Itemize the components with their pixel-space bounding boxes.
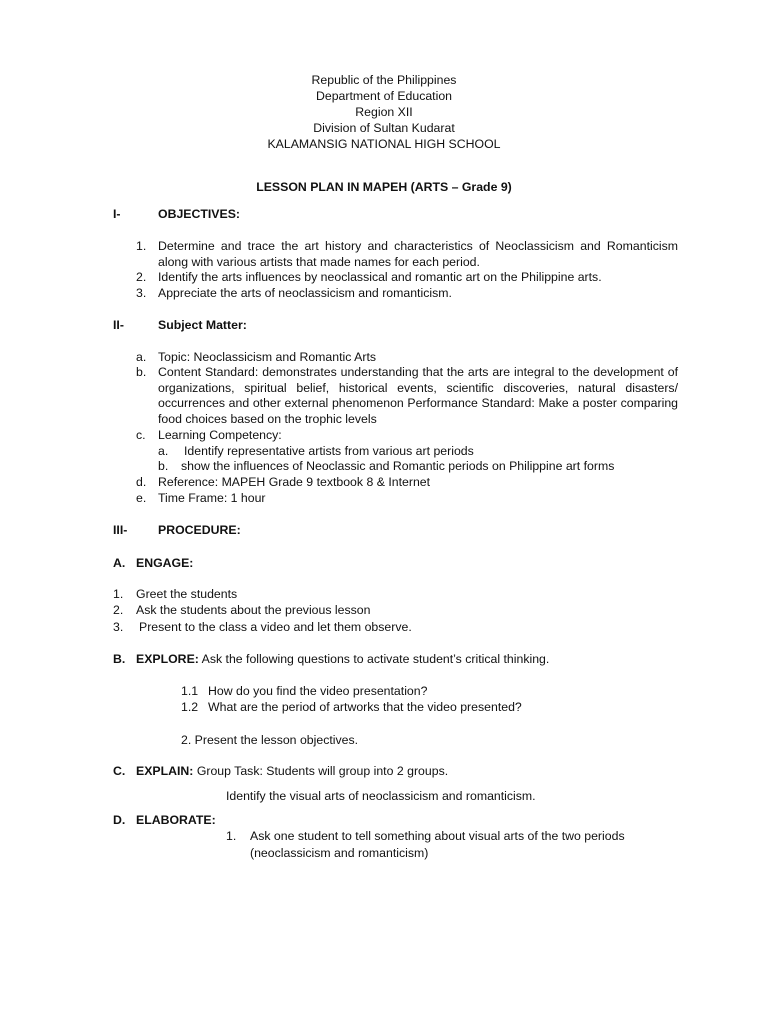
objective-text: Determine and trace the art history and characteristics of Neoclassicism and Romanticism along with various artists that made names for each period. (158, 239, 678, 269)
document-header (0, 72, 768, 152)
explore-text: Ask the following questions to activate student’s critical thinking. (201, 652, 550, 666)
subject-learning-competency: Learning Competency: (158, 428, 282, 442)
subject-letter: e. (136, 491, 147, 505)
engage-item: Greet the students (136, 587, 238, 601)
engage-item: Present to the class a video and let them observe. (139, 620, 412, 634)
explain-text: Group Task: Students will group into 2 groups. (196, 764, 449, 778)
objectives-heading: OBJECTIVES: (158, 207, 240, 221)
subject-letter: a. (136, 350, 147, 364)
subject-reference: Reference: MAPEH Grade 9 textbook 8 & Internet (158, 475, 431, 489)
explain-line (136, 764, 448, 778)
subject-matter-numeral: II- (113, 318, 124, 332)
explain-letter: C. (113, 764, 126, 778)
explore-line (136, 652, 549, 666)
elaborate-letter: D. (113, 813, 126, 827)
explore-letter: B. (113, 652, 126, 666)
subject-letter: d. (136, 475, 147, 489)
objective-text: Identify the arts influences by neoclassical and romantic art on the Philippine arts. (158, 270, 602, 284)
engage-number: 3. (113, 620, 124, 634)
explore-number: 1.2 (181, 700, 199, 714)
competency-item: show the influences of Neoclassic and Romantic periods on Philippine art forms (181, 459, 615, 473)
subject-letter: c. (136, 428, 146, 442)
objective-number: 1. (136, 239, 147, 253)
explore-lesson-objectives: 2. Present the lesson objectives. (181, 733, 359, 747)
competency-item: Identify representative artists from various art periods (184, 444, 474, 458)
elaborate-label: ELABORATE: (136, 813, 216, 827)
header-republic: Republic of the Philippines (311, 73, 457, 87)
subject-topic: Topic: Neoclassicism and Romantic Arts (158, 350, 377, 364)
explain-label: EXPLAIN: (136, 764, 194, 778)
subject-content-standard: Content Standard: demonstrates understanding that the arts are integral to the development of organizations, spiritual belief, historical events, scientific discoveries, natural disasters/ occurrences and other external phenomenon Performance Standard: Make a poster comparing food choices based on the trophic levels (158, 365, 678, 427)
subject-matter-heading: Subject Matter: (158, 318, 247, 332)
lesson-plan-title: LESSON PLAN IN MAPEH (ARTS – Grade 9) (256, 180, 512, 194)
engage-number: 1. (113, 587, 124, 601)
objective-number: 3. (136, 286, 147, 300)
objectives-numeral: I- (113, 207, 121, 221)
engage-number: 2. (113, 603, 124, 617)
explore-label: EXPLORE: (136, 652, 199, 666)
explore-number: 1.1 (181, 684, 199, 698)
explore-question: What are the period of artworks that the video presented? (208, 700, 522, 714)
competency-letter: a. (158, 444, 169, 458)
subject-time-frame: Time Frame: 1 hour (158, 491, 266, 505)
header-school: KALAMANSIG NATIONAL HIGH SCHOOL (267, 137, 501, 151)
subject-letter: b. (136, 365, 147, 379)
competency-letter: b. (158, 459, 169, 473)
elaborate-item-line1: Ask one student to tell something about visual arts of the two periods (250, 829, 625, 843)
engage-label: ENGAGE: (136, 556, 194, 570)
procedure-heading: PROCEDURE: (158, 523, 241, 537)
procedure-numeral: III- (113, 523, 128, 537)
engage-item: Ask the students about the previous lesson (136, 603, 371, 617)
header-division: Division of Sultan Kudarat (313, 121, 455, 135)
objective-text: Appreciate the arts of neoclassicism and romanticism. (158, 286, 452, 300)
explain-task: Identify the visual arts of neoclassicism and romanticism. (226, 789, 536, 803)
explore-question: How do you find the video presentation? (208, 684, 428, 698)
elaborate-number: 1. (226, 829, 237, 843)
header-region: Region XII (355, 105, 413, 119)
header-department: Department of Education (315, 89, 453, 103)
objective-number: 2. (136, 270, 147, 284)
elaborate-item-line2: (neoclassicism and romanticism) (250, 846, 429, 860)
engage-letter: A. (113, 556, 126, 570)
